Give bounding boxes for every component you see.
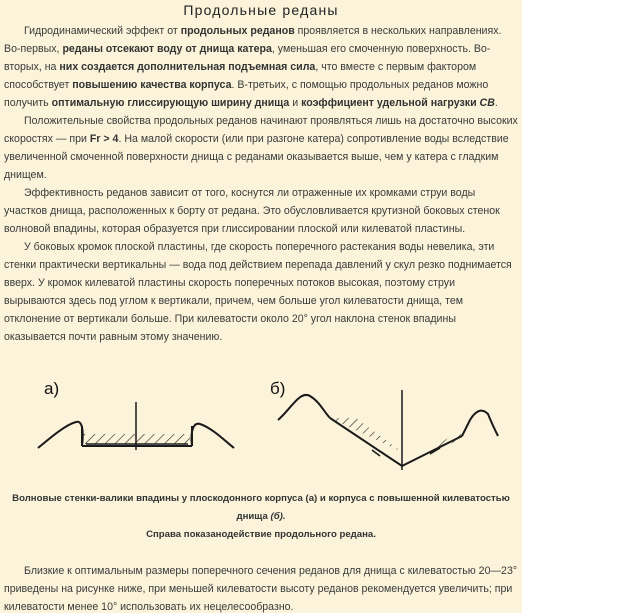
caption-text: Волновые стенки-валики впадины у плоскодонного корпуса (а) и корпуса с повышенной килеватостью днища xyxy=(12,493,510,522)
paragraph-2 xyxy=(4,112,518,184)
article-text-bottom xyxy=(4,562,518,616)
text-run: Гидродинамический эффект от xyxy=(24,25,181,37)
figure-drawing xyxy=(20,370,520,480)
bold-run: продольных реданов xyxy=(180,25,295,37)
hatching-right-b xyxy=(422,432,464,454)
page-title: Продольные реданы xyxy=(183,2,339,18)
bold-run: реданы отсекают воду от днища катера xyxy=(62,43,272,55)
text-run: и xyxy=(289,97,302,109)
article-text-top xyxy=(4,22,518,346)
right-wave-crest xyxy=(191,424,234,448)
caption-line-2: Справа показанодействие продольного редана. xyxy=(146,529,376,540)
bold-run: них создается дополнительная подъемная сила xyxy=(59,61,316,73)
text-run: . В-третьих, с помощью продольных реданов можно получить xyxy=(4,79,489,109)
hull-hatching xyxy=(84,434,190,444)
paragraph-3: Эффективность реданов зависит от того, коснутся ли отраженные их кромками струи воды участков днища, расположенных к борту от редана. Это обусловливается крутизной боковых стенок волновой впадины, которая образуется при глиссировании плоской или килеватой пластины. xyxy=(4,187,500,235)
figure-label-a: а) xyxy=(44,379,60,398)
bold-run: повышению качества корпуса xyxy=(72,79,232,91)
text-run: , что вместе с первым фактором способствует xyxy=(4,61,477,91)
text-run: , уменьшая его смоченную поверхность. Во-вторых, на xyxy=(4,43,491,73)
text-run: Положительные свойства продольных реданов начинают проявляться лишь на достаточно высоких скоростях — при xyxy=(4,115,518,145)
bold-run: оптимальную глиссирующую ширину днища xyxy=(51,97,290,109)
caption-italic: (б). xyxy=(270,511,286,522)
paragraph-4: У боковых кромок плоской пластины, где скорость поперечного растекания воды невелика, эти стенки практически вертикальны — вода под действием перепада давлений у скул резко поднимается вверх. У кромок килеватой пластины скорость поперечных потоков высокая, поэтому струи вырываются здесь под углом к вертикали, причем, чем больше угол килеватости днища, тем отклонение от вертикали больше. При килеватости около 20° угол наклона стенок впадины оказывается почти равным этому значению. xyxy=(4,241,512,343)
bold-italic-run: CB xyxy=(479,97,495,109)
right-wave-crest-b xyxy=(462,411,498,436)
text-run: проявляется в нескольких направлениях. Во-первых, xyxy=(4,25,502,55)
hull-wave-figure xyxy=(20,370,520,480)
figure-caption xyxy=(0,490,522,544)
vee-hull-diagram xyxy=(278,390,498,470)
figure-label-b: б) xyxy=(270,379,286,398)
bold-run: Fr > 4 xyxy=(89,133,119,145)
left-wave-crest xyxy=(38,422,83,448)
left-wave-crest-b xyxy=(278,395,330,420)
paragraph-5: Близкие к оптимальным размеры поперечного сечения реданов для днища с килеватостью 20—23° приведены на рисунке ниже, при меньшей килеватости высоту реданов рекомендуется увеличить; при килеватости менее 10° использовать их нецелесообразно. xyxy=(4,565,518,613)
text-run: . На малой скорости (или при разгоне катера) сопротивление воды вследствие увеличенной смоченной поверхности днища с реданами оказывается выше, чем у катера с гладким днищем. xyxy=(4,133,509,181)
paragraph-1 xyxy=(4,22,518,112)
hatching-left-b xyxy=(330,418,402,452)
bold-run: коэффициент удельной нагрузки xyxy=(301,97,480,109)
text-run: . xyxy=(494,97,498,109)
caption-line-1 xyxy=(0,490,522,526)
